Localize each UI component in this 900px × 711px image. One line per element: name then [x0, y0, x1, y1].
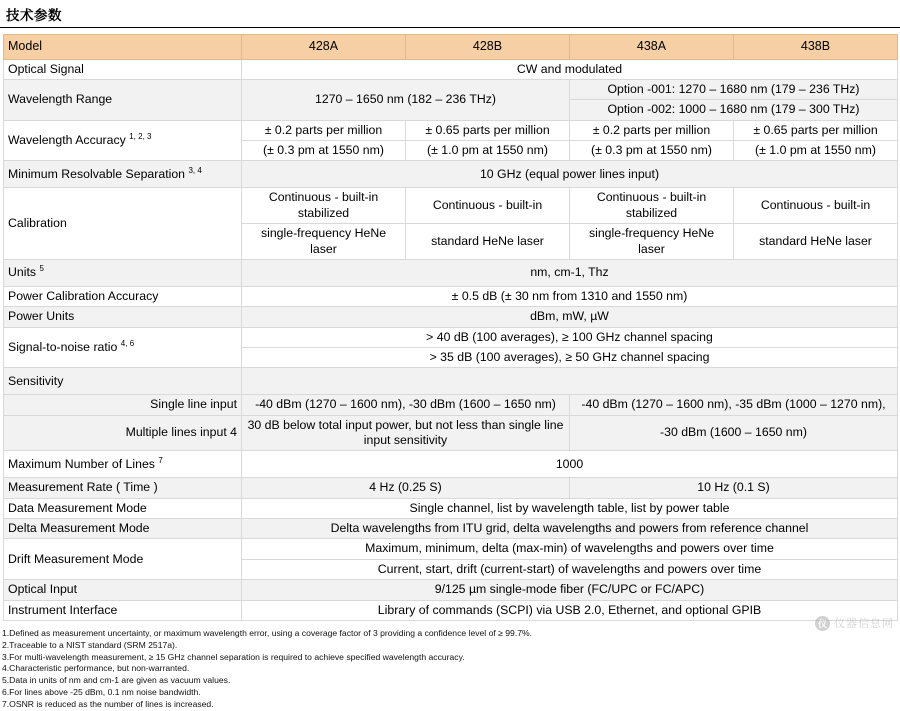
footnote-ref: 1, 2, 3 — [129, 131, 152, 141]
row-value-optical-signal: CW and modulated — [242, 59, 898, 79]
watermark-logo-icon: 仪 — [815, 616, 830, 631]
row-value-calibration-438b-2: standard HeNe laser — [734, 224, 898, 260]
row-label-multiple-lines-input: Multiple lines input 4 — [4, 415, 242, 451]
row-label-power-calibration-accuracy: Power Calibration Accuracy — [4, 286, 242, 306]
table-row — [4, 451, 898, 478]
table-row — [4, 539, 898, 559]
row-value-calibration-428b-1: Continuous - built-in — [406, 188, 570, 224]
row-value-snr-2: > 35 dB (100 averages), ≥ 50 GHz channel spacing — [242, 347, 898, 367]
row-value-delta-measurement-mode: Delta wavelengths from ITU grid, delta wavelengths and powers from reference channel — [242, 519, 898, 539]
table-row — [4, 161, 898, 188]
table-row — [4, 580, 898, 600]
row-label-max-number-of-lines — [4, 451, 242, 478]
row-value-calibration-438b-1: Continuous - built-in — [734, 188, 898, 224]
row-label-text: Signal-to-noise ratio — [8, 339, 118, 354]
row-value-min-resolvable-separation: 10 GHz (equal power lines input) — [242, 161, 898, 188]
table-row — [4, 259, 898, 286]
table-row — [4, 478, 898, 498]
row-value-wavelength-accuracy-438a-2: (± 0.3 pm at 1550 nm) — [570, 141, 734, 161]
row-value-wavelength-accuracy-428a-1: ± 0.2 parts per million — [242, 120, 406, 140]
row-value-wavelength-accuracy-428b-2: (± 1.0 pm at 1550 nm) — [406, 141, 570, 161]
row-label-wavelength-range: Wavelength Range — [4, 79, 242, 120]
row-value-wavelength-range-opt001: Option -001: 1270 – 1680 nm (179 – 236 THz) — [570, 79, 898, 99]
row-label-text: Minimum Resolvable Separation — [8, 166, 186, 181]
row-label-data-measurement-mode: Data Measurement Mode — [4, 498, 242, 518]
footnote-6: 6.For lines above -25 dBm, 0.1 nm noise bandwidth. — [2, 687, 201, 698]
footnote-ref: 7 — [158, 455, 163, 465]
row-label-optical-input: Optical Input — [4, 580, 242, 600]
header-model-428b: 428B — [406, 35, 570, 60]
row-value-instrument-interface: Library of commands (SCPI) via USB 2.0, Ethernet, and optional GPIB — [242, 600, 898, 620]
row-value-power-calibration-accuracy: ± 0.5 dB (± 30 nm from 1310 and 1550 nm) — [242, 286, 898, 306]
table-header-row — [4, 35, 898, 60]
row-label-calibration: Calibration — [4, 188, 242, 259]
row-label-text: Wavelength Accuracy — [8, 132, 126, 147]
table-row — [4, 59, 898, 79]
row-value-sensitivity-blank — [242, 368, 898, 395]
row-value-calibration-428a-2: single-frequency HeNe laser — [242, 224, 406, 260]
table-row — [4, 395, 898, 415]
table-row — [4, 79, 898, 99]
row-label-text: Units — [8, 265, 37, 280]
row-value-optical-input: 9/125 µm single-mode fiber (FC/UPC or FC/APC) — [242, 580, 898, 600]
footnote-5: 5.Data in units of nm and cm-1 are given as vacuum values. — [2, 675, 231, 686]
footnote-1: 1.Defined as measurement uncertainty, or maximum wavelength error, using a coverage factor of 3 providing a confidence level of ≥ 99.7%. — [2, 627, 533, 638]
row-value-calibration-428b-2: standard HeNe laser — [406, 224, 570, 260]
row-label-text: Maximum Number of Lines — [8, 456, 155, 471]
row-value-units: nm, cm-1, Thz — [242, 259, 898, 286]
table-row — [4, 327, 898, 347]
table-row — [4, 368, 898, 395]
row-label-sensitivity: Sensitivity — [4, 368, 242, 395]
row-value-wavelength-range-left: 1270 – 1650 nm (182 – 236 THz) — [242, 79, 570, 120]
table-row — [4, 600, 898, 620]
row-value-multiple-lines-input-right: -30 dBm (1600 – 1650 nm) — [570, 415, 898, 451]
watermark-text: 仪器信息网 — [834, 618, 894, 630]
row-label-units — [4, 259, 242, 286]
footnote-4: 4.Characteristic performance, but non-warranted. — [2, 663, 190, 674]
row-value-max-number-of-lines: 1000 — [242, 451, 898, 478]
footnote-2: 2.Traceable to a NIST standard (SRM 2517a). — [2, 639, 178, 650]
row-label-optical-signal: Optical Signal — [4, 59, 242, 79]
footnote-ref: 3, 4 — [188, 165, 202, 175]
row-label-single-line-input: Single line input — [4, 395, 242, 415]
row-value-data-measurement-mode: Single channel, list by wavelength table, list by power table — [242, 498, 898, 518]
row-label-wavelength-accuracy — [4, 120, 242, 161]
table-row — [4, 519, 898, 539]
row-value-wavelength-range-opt002: Option -002: 1000 – 1680 nm (179 – 300 THz) — [570, 100, 898, 120]
row-label-measurement-rate: Measurement Rate ( Time ) — [4, 478, 242, 498]
header-model-label: Model — [4, 35, 242, 60]
row-value-wavelength-accuracy-438a-1: ± 0.2 parts per million — [570, 120, 734, 140]
footnotes — [2, 628, 900, 711]
footnote-3: 3.For multi-wavelength measurement, ≥ 15 GHz channel separation is required to achieve specified wavelength accuracy. — [2, 651, 465, 662]
row-value-calibration-428a-1: Continuous - built-in stabilized — [242, 188, 406, 224]
footnote-ref: 4, 6 — [120, 338, 135, 348]
header-model-438a: 438A — [570, 35, 734, 60]
header-model-438b: 438B — [734, 35, 898, 60]
row-label-min-resolvable-separation — [4, 161, 242, 188]
title-divider — [0, 27, 900, 28]
row-label-delta-measurement-mode: Delta Measurement Mode — [4, 519, 242, 539]
row-label-snr — [4, 327, 242, 368]
row-value-single-line-input-right: -40 dBm (1270 – 1600 nm), -35 dBm (1000 – 1270 nm), — [570, 395, 898, 415]
row-value-multiple-lines-input-left: 30 dB below total input power, but not less than single line input sensitivity — [242, 415, 570, 451]
row-value-wavelength-accuracy-438b-1: ± 0.65 parts per million — [734, 120, 898, 140]
row-value-power-units: dBm, mW, µW — [242, 307, 898, 327]
row-value-drift-measurement-mode-2: Current, start, drift (current-start) of wavelengths and powers over time — [242, 559, 898, 579]
row-label-drift-measurement-mode: Drift Measurement Mode — [4, 539, 242, 580]
table-row — [4, 120, 898, 140]
footnote-7: 7.OSNR is reduced as the number of lines is increased. — [2, 699, 214, 710]
row-label-instrument-interface: Instrument Interface — [4, 600, 242, 620]
row-value-single-line-input-left: -40 dBm (1270 – 1600 nm), -30 dBm (1600 – 1650 nm) — [242, 395, 570, 415]
row-value-calibration-438a-1: Continuous - built-in stabilized — [570, 188, 734, 224]
specifications-table — [3, 34, 898, 621]
page-title: 技术参数 — [6, 8, 62, 23]
row-value-wavelength-accuracy-438b-2: (± 1.0 pm at 1550 nm) — [734, 141, 898, 161]
row-value-snr-1: > 40 dB (100 averages), ≥ 100 GHz channel spacing — [242, 327, 898, 347]
table-row — [4, 415, 898, 451]
table-row — [4, 188, 898, 224]
row-value-calibration-438a-2: single-frequency HeNe laser — [570, 224, 734, 260]
table-row — [4, 498, 898, 518]
header-model-428a: 428A — [242, 35, 406, 60]
row-value-wavelength-accuracy-428a-2: (± 0.3 pm at 1550 nm) — [242, 141, 406, 161]
table-row — [4, 307, 898, 327]
footnote-ref: 5 — [39, 264, 44, 274]
watermark — [815, 615, 894, 631]
row-value-wavelength-accuracy-428b-1: ± 0.65 parts per million — [406, 120, 570, 140]
row-value-measurement-rate-right: 10 Hz (0.1 S) — [570, 478, 898, 498]
row-label-power-units: Power Units — [4, 307, 242, 327]
row-value-measurement-rate-left: 4 Hz (0.25 S) — [242, 478, 570, 498]
table-row — [4, 286, 898, 306]
row-value-drift-measurement-mode-1: Maximum, minimum, delta (max-min) of wavelengths and powers over time — [242, 539, 898, 559]
